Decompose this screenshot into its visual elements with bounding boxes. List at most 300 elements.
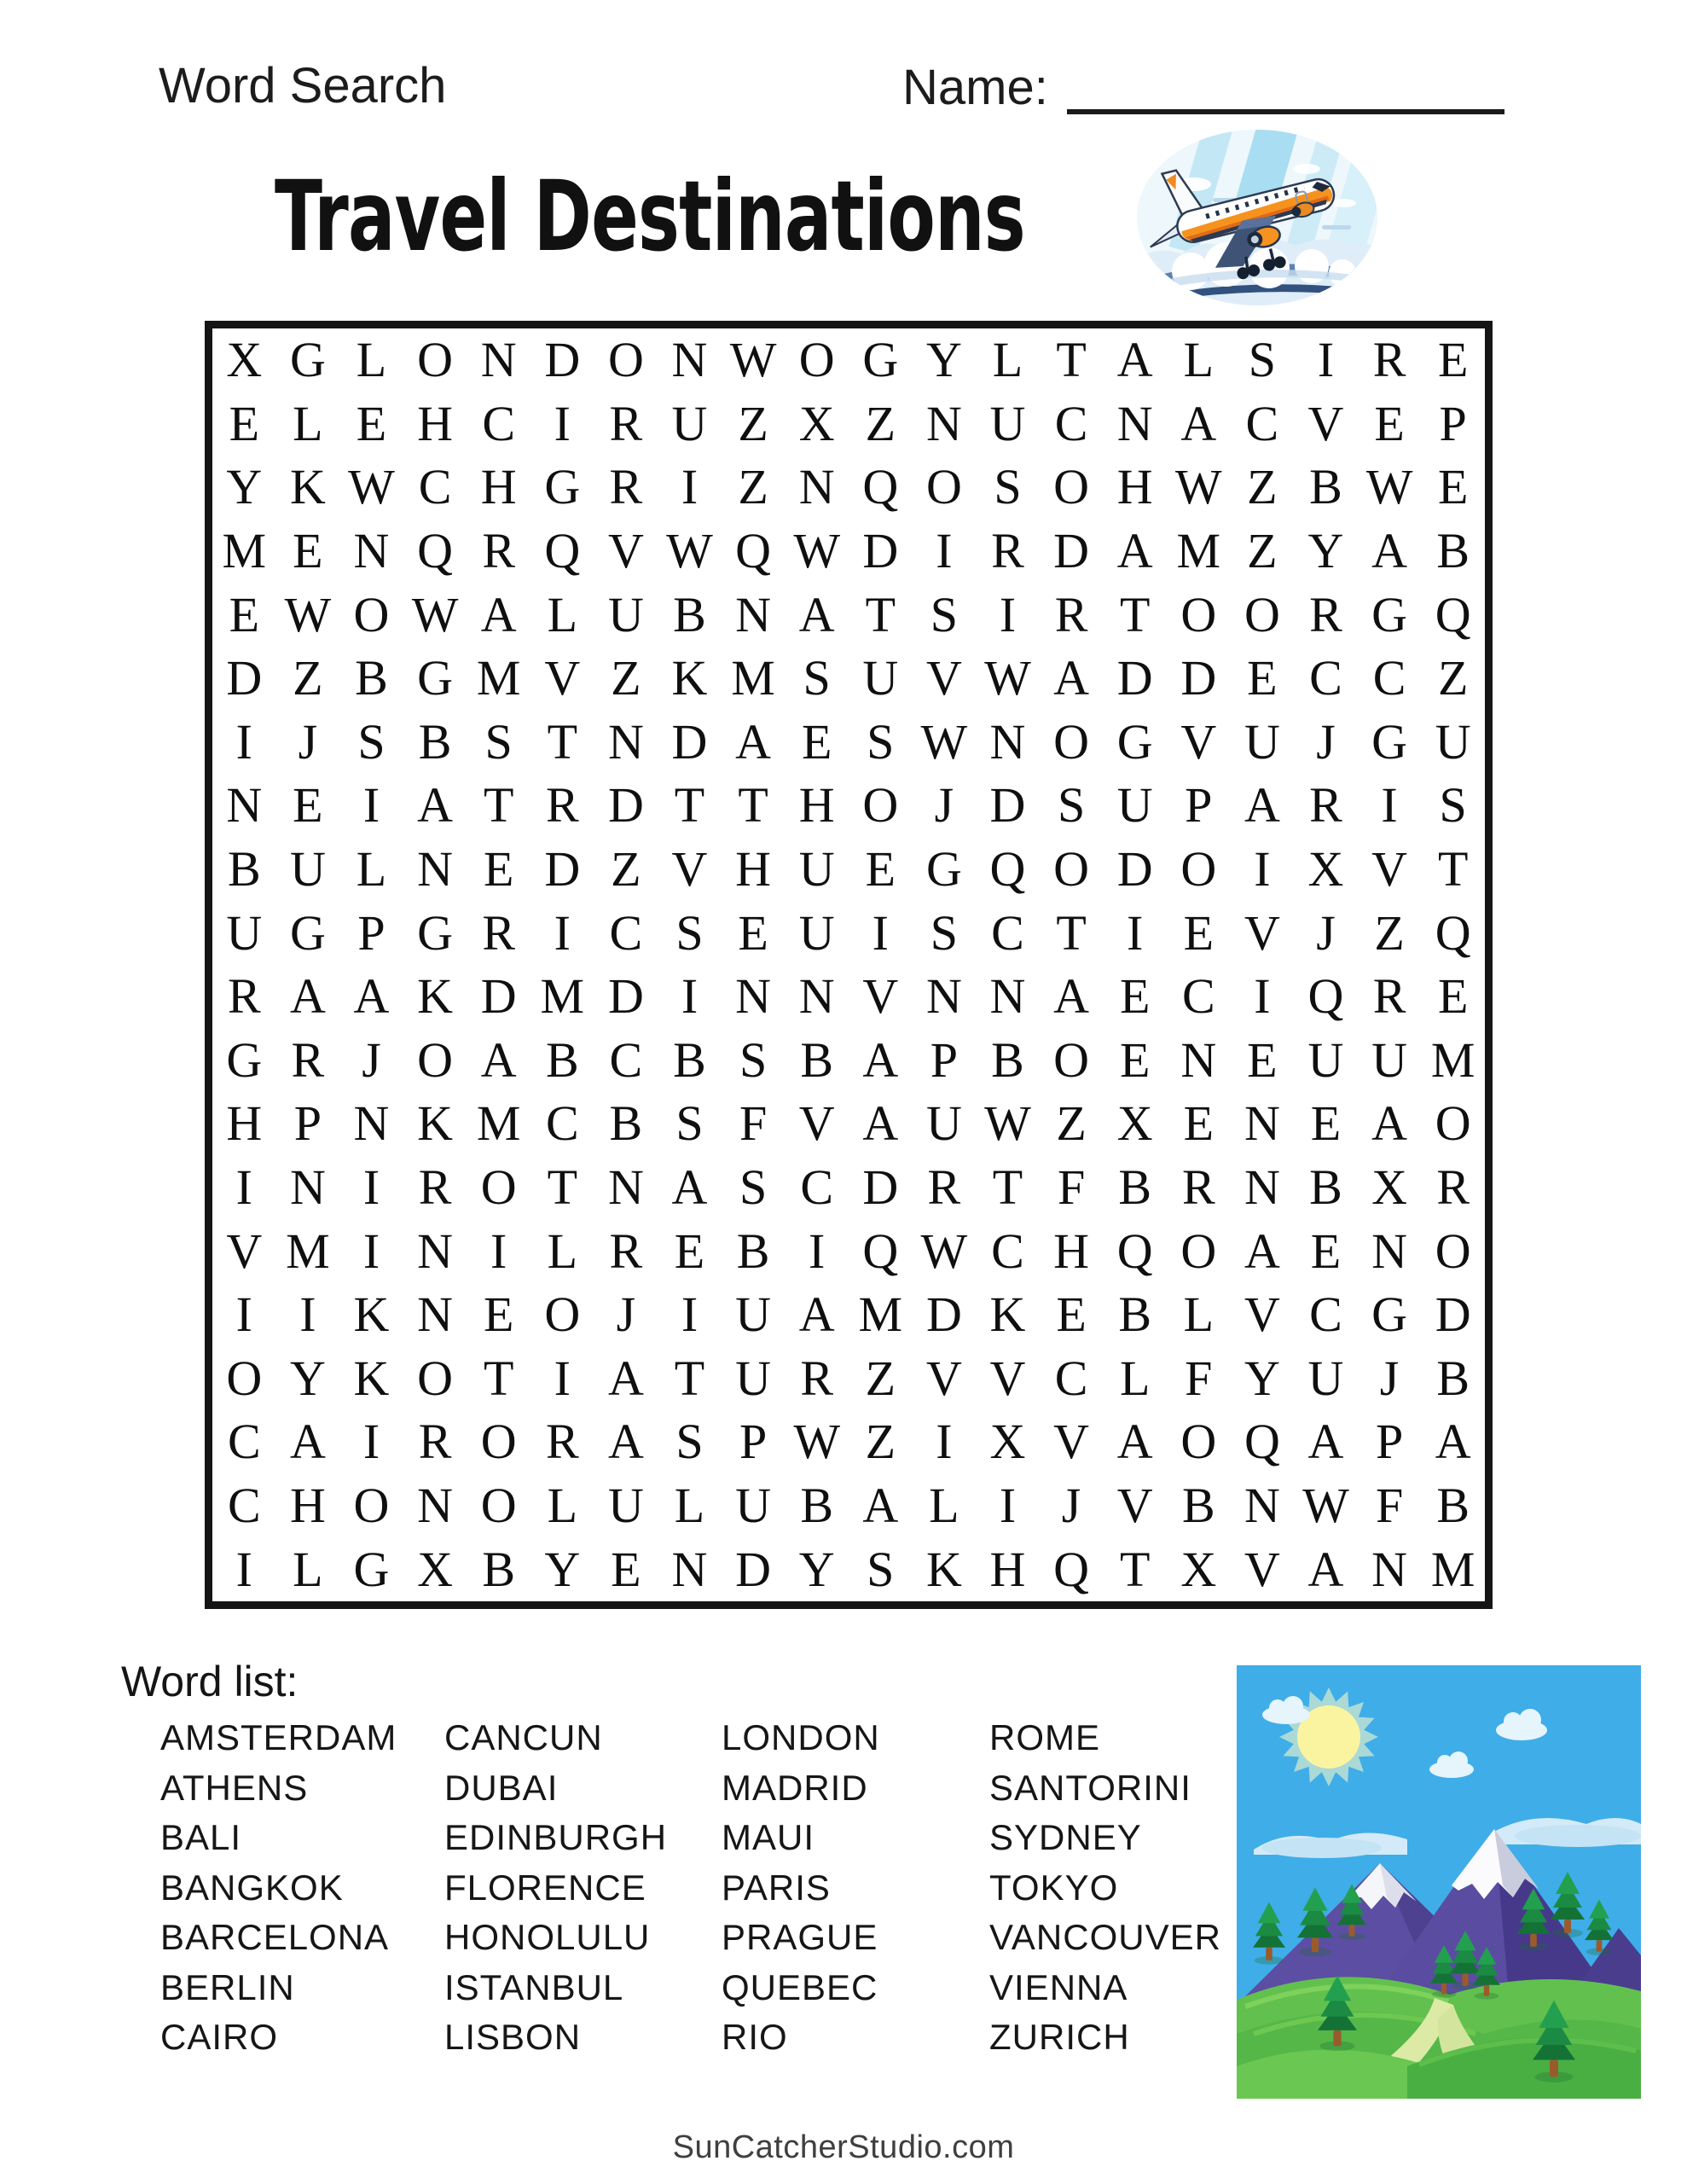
grid-cell-r11c2: A — [289, 968, 326, 1025]
grid-cell-r18c15: A — [1116, 1414, 1153, 1470]
grid-cell-r1c15: A — [1116, 332, 1153, 388]
grid-cell-r14c14: F — [1057, 1159, 1086, 1216]
grid-cell-r9c15: D — [1116, 841, 1153, 897]
grid-cell-r6c16: D — [1180, 650, 1217, 706]
grid-cell-r20c17: V — [1244, 1541, 1280, 1597]
grid-cell-r4c19: A — [1371, 523, 1408, 579]
grid-cell-r16c8: I — [681, 1287, 699, 1343]
grid-cell-r18c10: W — [793, 1414, 841, 1470]
grid-cell-r16c3: K — [353, 1287, 390, 1343]
grid-cell-r16c20: D — [1435, 1287, 1471, 1343]
word-list-item: ATHENS — [160, 1767, 309, 1808]
word-list-label: Word list: — [121, 1658, 299, 1705]
grid-cell-r5c2: W — [284, 586, 332, 642]
grid-cell-r11c17: I — [1254, 968, 1271, 1025]
grid-cell-r2c20: P — [1439, 395, 1467, 451]
grid-cell-r1c3: L — [356, 332, 387, 388]
grid-cell-r6c5: M — [476, 650, 521, 706]
grid-cell-r3c3: W — [348, 459, 395, 515]
grid-cell-r6c18: C — [1309, 650, 1342, 706]
grid-cell-r1c20: E — [1437, 332, 1469, 388]
grid-cell-r3c15: H — [1116, 459, 1153, 515]
grid-cell-r19c20: B — [1436, 1478, 1470, 1534]
grid-cell-r18c16: O — [1180, 1414, 1217, 1470]
airplane-icon — [1131, 125, 1383, 311]
grid-cell-r12c9: S — [739, 1031, 768, 1088]
grid-cell-r11c4: K — [417, 968, 454, 1025]
page-title: Word Search — [159, 58, 447, 113]
grid-cell-r4c14: D — [1053, 523, 1090, 579]
grid-cell-r16c19: G — [1371, 1287, 1408, 1343]
grid-cell-r1c1: X — [226, 332, 263, 388]
grid-cell-r10c6: I — [554, 904, 571, 961]
grid-cell-r9c8: V — [671, 841, 708, 897]
grid-cell-r20c12: K — [925, 1541, 962, 1597]
grid-cell-r2c15: N — [1116, 395, 1153, 451]
grid-cell-r8c13: D — [989, 777, 1026, 834]
grid-cell-r16c13: K — [989, 1287, 1026, 1343]
grid-cell-r15c13: C — [991, 1223, 1024, 1279]
word-list-item: VANCOUVER — [989, 1917, 1221, 1957]
grid-cell-r19c8: L — [674, 1478, 705, 1534]
grid-cell-r14c16: R — [1181, 1159, 1215, 1216]
grid-cell-r20c18: A — [1307, 1541, 1344, 1597]
grid-cell-r13c9: F — [739, 1095, 768, 1152]
grid-cell-r2c3: E — [356, 395, 387, 451]
grid-cell-r18c19: P — [1375, 1414, 1404, 1470]
grid-cell-r8c15: U — [1116, 777, 1153, 834]
name-label: Name: — [902, 60, 1048, 115]
grid-cell-r16c14: E — [1056, 1287, 1087, 1343]
grid-cell-r5c8: B — [673, 586, 706, 642]
grid-cell-r4c17: Z — [1247, 523, 1278, 579]
grid-cell-r15c16: O — [1180, 1223, 1217, 1279]
grid-cell-r13c17: N — [1244, 1095, 1280, 1152]
grid-cell-r15c9: B — [736, 1223, 770, 1279]
grid-cell-r7c2: J — [298, 713, 318, 770]
grid-cell-r17c10: R — [800, 1350, 834, 1406]
grid-cell-r17c5: T — [483, 1350, 514, 1406]
word-list-item: EDINBURGH — [444, 1817, 668, 1857]
grid-cell-r20c1: I — [235, 1541, 252, 1597]
grid-cell-r11c18: Q — [1307, 968, 1344, 1025]
grid-cell-r6c12: V — [925, 650, 962, 706]
grid-cell-r16c11: M — [858, 1287, 903, 1343]
grid-cell-r11c13: N — [989, 968, 1026, 1025]
word-list-item: HONOLULU — [444, 1917, 651, 1957]
grid-cell-r20c15: T — [1119, 1541, 1151, 1597]
grid-cell-r19c7: U — [607, 1478, 644, 1534]
grid-cell-r12c4: O — [417, 1031, 454, 1088]
grid-cell-r4c16: M — [1176, 523, 1221, 579]
grid-cell-r7c14: O — [1053, 713, 1090, 770]
grid-cell-r10c19: Z — [1374, 904, 1405, 961]
grid-cell-r5c17: O — [1244, 586, 1280, 642]
grid-cell-r6c8: K — [671, 650, 708, 706]
grid-cell-r4c1: M — [222, 523, 267, 579]
grid-cell-r9c6: D — [544, 841, 581, 897]
word-list-item: LISBON — [444, 2017, 582, 2057]
grid-cell-r17c1: O — [226, 1350, 263, 1406]
grid-cell-r3c13: S — [994, 459, 1022, 515]
grid-cell-r3c18: B — [1309, 459, 1342, 515]
grid-cell-r11c1: R — [227, 968, 261, 1025]
word-list-item: SANTORINI — [989, 1767, 1191, 1808]
word-list-item: FLORENCE — [444, 1867, 646, 1908]
grid-cell-r17c12: V — [925, 1350, 962, 1406]
grid-cell-r13c20: O — [1435, 1095, 1471, 1152]
grid-cell-r10c3: P — [357, 904, 386, 961]
word-list-item: CAIRO — [160, 2017, 279, 2057]
grid-cell-r11c9: N — [735, 968, 772, 1025]
grid-cell-r16c6: O — [544, 1287, 581, 1343]
grid-cell-r12c7: C — [609, 1031, 643, 1088]
grid-cell-r5c15: T — [1119, 586, 1151, 642]
footer-credit: SunCatcherStudio.com — [672, 2129, 1015, 2165]
grid-cell-r8c19: I — [1381, 777, 1398, 834]
grid-cell-r6c9: M — [731, 650, 775, 706]
grid-cell-r15c14: H — [1053, 1223, 1090, 1279]
grid-cell-r16c4: N — [417, 1287, 454, 1343]
grid-cell-r17c11: Z — [865, 1350, 896, 1406]
grid-cell-r19c11: A — [862, 1478, 899, 1534]
grid-cell-r2c9: Z — [738, 395, 768, 451]
grid-cell-r5c3: O — [353, 586, 390, 642]
grid-cell-r12c6: B — [545, 1031, 579, 1088]
grid-cell-r11c3: A — [353, 968, 390, 1025]
grid-cell-r14c4: R — [418, 1159, 452, 1216]
grid-cell-r5c20: Q — [1435, 586, 1471, 642]
grid-cell-r13c6: C — [545, 1095, 579, 1152]
grid-cell-r2c10: X — [798, 395, 835, 451]
grid-cell-r8c5: T — [483, 777, 514, 834]
grid-cell-r13c3: N — [353, 1095, 390, 1152]
word-list-item: LONDON — [722, 1717, 880, 1757]
grid-cell-r16c7: J — [616, 1287, 636, 1343]
grid-cell-r12c1: G — [226, 1031, 263, 1088]
grid-cell-r15c12: W — [920, 1223, 968, 1279]
grid-cell-r15c17: A — [1244, 1223, 1280, 1279]
grid-cell-r17c8: T — [674, 1350, 705, 1406]
grid-cell-r5c4: W — [411, 586, 459, 642]
grid-cell-r20c11: S — [867, 1541, 895, 1597]
name-blank-line — [1067, 58, 1504, 114]
grid-cell-r5c10: A — [798, 586, 835, 642]
grid-cell-r2c13: U — [989, 395, 1026, 451]
grid-cell-r15c5: I — [490, 1223, 507, 1279]
word-list-item: BALI — [160, 1817, 242, 1857]
grid-cell-r12c14: O — [1053, 1031, 1090, 1088]
grid-cell-r5c16: O — [1180, 586, 1217, 642]
grid-cell-r3c11: Q — [862, 459, 899, 515]
grid-cell-r18c11: Z — [865, 1414, 896, 1470]
grid-cell-r8c14: S — [1057, 777, 1086, 834]
grid-cell-r18c8: S — [675, 1414, 704, 1470]
grid-cell-r3c10: N — [798, 459, 835, 515]
word-list-item: ISTANBUL — [444, 1966, 624, 2007]
grid-cell-r8c10: H — [798, 777, 835, 834]
grid-cell-r14c17: N — [1244, 1159, 1280, 1216]
grid-cell-r7c10: E — [801, 713, 832, 770]
word-list-item: DUBAI — [444, 1767, 559, 1808]
grid-cell-r7c6: T — [547, 713, 577, 770]
grid-cell-r16c5: E — [483, 1287, 514, 1343]
grid-cell-r13c19: A — [1371, 1095, 1408, 1152]
grid-cell-r4c5: R — [482, 523, 516, 579]
grid-cell-r12c15: E — [1119, 1031, 1151, 1088]
grid-cell-r7c5: S — [484, 713, 513, 770]
grid-cell-r20c14: Q — [1053, 1541, 1090, 1597]
grid-cell-r17c3: K — [353, 1350, 390, 1406]
grid-cell-r10c17: V — [1244, 904, 1280, 961]
grid-cell-r9c9: H — [735, 841, 772, 897]
word-list-item: MADRID — [722, 1767, 868, 1808]
grid-cell-r16c12: D — [925, 1287, 962, 1343]
grid-cell-r9c4: N — [417, 841, 454, 897]
grid-cell-r5c14: R — [1054, 586, 1088, 642]
grid-cell-r8c9: T — [738, 777, 768, 834]
grid-cell-r11c19: R — [1372, 968, 1406, 1025]
grid-cell-r12c13: B — [991, 1031, 1024, 1088]
grid-cell-r19c15: V — [1116, 1478, 1153, 1534]
grid-cell-r6c13: W — [984, 650, 1031, 706]
grid-cell-r10c13: C — [991, 904, 1024, 961]
grid-cell-r7c11: S — [867, 713, 895, 770]
grid-cell-r12c20: M — [1430, 1031, 1475, 1088]
grid-cell-r10c9: E — [738, 904, 768, 961]
grid-cell-r19c19: F — [1375, 1478, 1404, 1534]
grid-cell-r17c13: V — [989, 1350, 1026, 1406]
landscape-icon — [1237, 1665, 1641, 2099]
grid-cell-r3c4: C — [418, 459, 452, 515]
grid-cell-r1c7: O — [607, 332, 644, 388]
grid-cell-r16c10: A — [798, 1287, 835, 1343]
grid-cell-r10c5: R — [482, 904, 516, 961]
grid-cell-r7c16: V — [1180, 713, 1217, 770]
grid-cell-r10c11: I — [872, 904, 889, 961]
grid-cell-r18c18: A — [1307, 1414, 1344, 1470]
grid-cell-r4c6: Q — [544, 523, 581, 579]
grid-cell-r6c2: Z — [293, 650, 323, 706]
word-list-item: TOKYO — [989, 1867, 1119, 1908]
grid-cell-r19c3: O — [353, 1478, 390, 1534]
grid-cell-r10c14: T — [1056, 904, 1087, 961]
grid-cell-r9c20: T — [1437, 841, 1469, 897]
grid-cell-r1c18: I — [1317, 332, 1335, 388]
word-list-item: ZURICH — [989, 2017, 1130, 2057]
grid-cell-r8c16: P — [1185, 777, 1213, 834]
grid-cell-r18c4: R — [418, 1414, 452, 1470]
grid-cell-r1c6: D — [544, 332, 581, 388]
grid-cell-r13c16: E — [1183, 1095, 1214, 1152]
grid-cell-r1c2: G — [289, 332, 326, 388]
grid-cell-r8c18: R — [1309, 777, 1342, 834]
grid-cell-r12c10: B — [800, 1031, 834, 1088]
grid-cell-r14c5: O — [480, 1159, 517, 1216]
grid-cell-r18c7: A — [607, 1414, 644, 1470]
grid-cell-r2c18: V — [1307, 395, 1344, 451]
grid-cell-r12c3: J — [362, 1031, 381, 1088]
grid-cell-r4c15: A — [1116, 523, 1153, 579]
grid-cell-r8c4: A — [417, 777, 454, 834]
grid-cell-r7c13: N — [989, 713, 1026, 770]
grid-cell-r2c6: I — [554, 395, 571, 451]
grid-cell-r4c13: R — [991, 523, 1024, 579]
grid-cell-r18c17: Q — [1244, 1414, 1280, 1470]
grid-cell-r4c7: V — [607, 523, 644, 579]
grid-cell-r19c16: B — [1181, 1478, 1215, 1534]
grid-cell-r15c19: N — [1371, 1223, 1408, 1279]
grid-cell-r18c20: A — [1435, 1414, 1471, 1470]
grid-cell-r2c1: E — [229, 395, 260, 451]
grid-cell-r20c20: M — [1430, 1541, 1475, 1597]
grid-cell-r1c11: G — [862, 332, 899, 388]
grid-cell-r15c2: M — [286, 1223, 330, 1279]
grid-cell-r13c18: E — [1310, 1095, 1342, 1152]
puzzle-title: Travel Destinations — [275, 160, 1025, 273]
grid-cell-r3c5: H — [480, 459, 517, 515]
grid-cell-r7c17: U — [1244, 713, 1280, 770]
grid-cell-r13c12: U — [925, 1095, 962, 1152]
grid-cell-r9c11: E — [865, 841, 896, 897]
grid-cell-r11c5: D — [480, 968, 517, 1025]
grid-cell-r3c17: Z — [1247, 459, 1278, 515]
grid-cell-r5c18: R — [1309, 586, 1342, 642]
grid-cell-r10c15: I — [1127, 904, 1144, 961]
grid-cell-r14c12: R — [927, 1159, 961, 1216]
grid-cell-r17c2: Y — [289, 1350, 326, 1406]
grid-cell-r13c15: X — [1116, 1095, 1153, 1152]
word-list-column-3 — [722, 1713, 880, 2063]
grid-cell-r13c11: A — [862, 1095, 899, 1152]
mountain-landscape-illustration — [1237, 1665, 1641, 2099]
grid-cell-r11c12: N — [925, 968, 962, 1025]
grid-cell-r12c19: U — [1371, 1031, 1408, 1088]
grid-cell-r3c6: G — [544, 459, 581, 515]
grid-cell-r5c19: G — [1371, 586, 1408, 642]
grid-cell-r10c16: E — [1183, 904, 1214, 961]
grid-cell-r9c2: U — [289, 841, 326, 897]
grid-cell-r5c6: L — [547, 586, 577, 642]
grid-cell-r7c1: I — [235, 713, 252, 770]
grid-cell-r4c18: Y — [1307, 523, 1344, 579]
grid-cell-r6c1: D — [226, 650, 263, 706]
grid-cell-r10c20: Q — [1435, 904, 1471, 961]
grid-cell-r8c11: O — [862, 777, 899, 834]
grid-cell-r12c12: P — [930, 1031, 959, 1088]
grid-cell-r5c13: I — [999, 586, 1017, 642]
grid-cell-r9c19: V — [1371, 841, 1408, 897]
word-list-column-1 — [160, 1713, 397, 2063]
grid-cell-r1c10: O — [798, 332, 835, 388]
grid-cell-r2c17: C — [1245, 395, 1279, 451]
grid-cell-r9c1: B — [227, 841, 261, 897]
grid-cell-r6c20: Z — [1437, 650, 1469, 706]
grid-cell-r18c1: C — [227, 1414, 261, 1470]
grid-cell-r3c9: Z — [738, 459, 768, 515]
grid-cell-r2c16: A — [1180, 395, 1217, 451]
grid-cell-r10c2: G — [289, 904, 326, 961]
grid-cell-r6c7: Z — [611, 650, 641, 706]
word-list-item: BERLIN — [160, 1966, 295, 2007]
airplane-illustration — [1131, 125, 1383, 311]
grid-cell-r17c15: L — [1119, 1350, 1151, 1406]
grid-cell-r19c6: L — [547, 1478, 577, 1534]
grid-cell-r11c6: M — [540, 968, 585, 1025]
grid-cell-r3c19: W — [1365, 459, 1413, 515]
grid-cell-r16c18: C — [1309, 1287, 1342, 1343]
grid-cell-r19c2: H — [289, 1478, 326, 1534]
name-field — [902, 58, 1504, 114]
grid-cell-r18c2: A — [289, 1414, 326, 1470]
grid-cell-r13c7: B — [609, 1095, 643, 1152]
word-list-item: BARCELONA — [160, 1917, 390, 1957]
grid-cell-r6c15: D — [1116, 650, 1153, 706]
grid-cell-r20c8: N — [671, 1541, 708, 1597]
grid-cell-r20c19: N — [1371, 1541, 1408, 1597]
grid-cell-r10c1: U — [226, 904, 263, 961]
grid-cell-r11c16: C — [1181, 968, 1215, 1025]
grid-cell-r16c1: I — [235, 1287, 252, 1343]
grid-cell-r5c9: N — [735, 586, 772, 642]
grid-cell-r19c1: C — [227, 1478, 261, 1534]
grid-cell-r3c16: W — [1174, 459, 1222, 515]
grid-cell-r20c6: Y — [544, 1541, 581, 1597]
grid-cell-r16c15: B — [1118, 1287, 1152, 1343]
grid-cell-r13c5: M — [476, 1095, 521, 1152]
grid-cell-r12c2: R — [291, 1031, 325, 1088]
word-list-item: VIENNA — [989, 1966, 1128, 2007]
grid-cell-r1c8: N — [671, 332, 708, 388]
grid-cell-r1c16: L — [1183, 332, 1214, 388]
grid-cell-r8c1: N — [226, 777, 263, 834]
grid-cell-r18c6: R — [545, 1414, 579, 1470]
grid-cell-r14c20: R — [1436, 1159, 1470, 1216]
grid-cell-r14c8: A — [671, 1159, 708, 1216]
grid-cell-r9c12: G — [925, 841, 962, 897]
grid-cell-r20c2: L — [293, 1541, 323, 1597]
grid-cell-r14c11: D — [862, 1159, 899, 1216]
grid-cell-r13c14: Z — [1056, 1095, 1087, 1152]
grid-cell-r8c8: T — [674, 777, 705, 834]
grid-cell-r6c11: U — [862, 650, 899, 706]
grid-cell-r7c19: G — [1371, 713, 1408, 770]
grid-cell-r7c3: S — [357, 713, 386, 770]
grid-cell-r5c5: A — [480, 586, 517, 642]
grid-cell-r6c19: C — [1372, 650, 1406, 706]
grid-cell-r2c11: Z — [865, 395, 896, 451]
grid-cell-r17c6: I — [554, 1350, 571, 1406]
grid-cell-r8c12: J — [934, 777, 954, 834]
grid-cell-r7c8: D — [671, 713, 708, 770]
grid-cell-r4c4: Q — [417, 523, 454, 579]
grid-cell-r3c2: K — [289, 459, 326, 515]
grid-cell-r11c7: D — [607, 968, 644, 1025]
grid-cell-r16c2: I — [299, 1287, 316, 1343]
grid-cell-r5c12: S — [930, 586, 959, 642]
grid-cell-r16c9: U — [735, 1287, 772, 1343]
grid-cell-r12c16: N — [1180, 1031, 1217, 1088]
grid-cell-r4c9: Q — [735, 523, 772, 579]
grid-cell-r14c15: B — [1118, 1159, 1152, 1216]
grid-cell-r11c20: E — [1437, 968, 1469, 1025]
grid-cell-r19c10: B — [800, 1478, 834, 1534]
word-list-item: MAUI — [722, 1817, 815, 1857]
grid-cell-r18c9: P — [739, 1414, 768, 1470]
grid-cell-r14c2: N — [289, 1159, 326, 1216]
grid-cell-r17c20: B — [1436, 1350, 1470, 1406]
grid-cell-r8c2: E — [293, 777, 323, 834]
